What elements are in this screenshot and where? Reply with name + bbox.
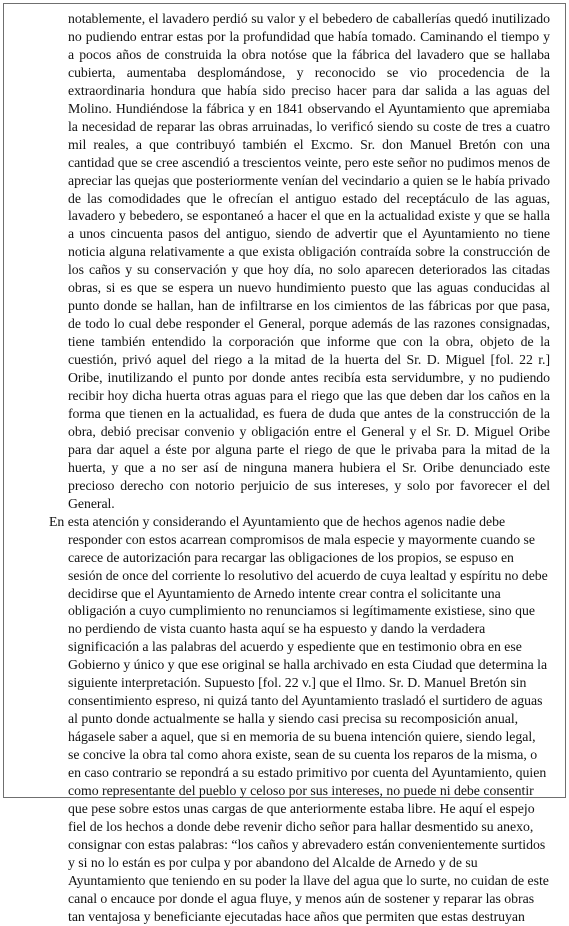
paragraph-continuation: responder con estos acarrean compromisos de mala especie y mayormente cuando se carece de autorización para recargar las obligaciones de los propios, se espuso en sesión de once del corriente lo resolutivo del acuerdo de cuya lealtad y espíritu no debe decidirse que el Ayuntamiento de Arnedo intente crear contra el solicitante una obligación a cuyo cumplimiento no renunciamos si legítimamente existiese, sino que no perdiendo de vista cuanto hasta aquí se ha espuesto y dando la verdadera significación a las palabras del acuerdo y espediente que en testimonio obra en ese Gobierno y único y que ese original se halla archivado en esta Ciudad que determina la siguiente interpretación. Supuesto [fol. 22 v.] que el Ilmo. Sr. D. Manuel Bretón sin consentimiento espreso, ni quizá tanto del Ayuntamiento trasladó el surtidero de aguas al punto donde actualmente se halla y siendo casi precisa su recomposición anual, hágasele saber a aquel, que si en memoria de su buena intención quiere, siendo legal, se concive la obra tal como ahora existe, sean de su cuenta los reparos de la misma, o en caso contrario se repondrá a su estado primitivo por cuenta del Ayuntamiento, quien como representante del pueblo y celoso por sus intereses, no puede ni debe consentir que pese sobre estos unas cargas de que anteriormente estaba libre. He aquí el espejo fiel de los hechos a donde debe revenir dicho señor para hallar desmentido su anexo, consignar con estas palabras: “los caños y abrevadero están convenientemente surtidos y si no lo están es por culpa y por abandono del Alcalde de Arnedo y de su Ayuntamiento que teniendo en su poder la llave del agua que lo surte, no cuidan de este canal o encauce por donde el agua fluye, y menos aún de sostener y reparar las obras tan ventajosa y beneficiante ejecutadas hace años que permiten que estas destruyan	[68, 531, 549, 924]
paragraph-body	[49, 513, 550, 926]
paragraph-first-line: En esta atención y considerando el Ayuntamiento que de hechos agenos nadie debe	[49, 513, 506, 529]
page-frame	[3, 3, 566, 924]
paragraph-body: notablemente, el lavadero perdió su valor y el bebedero de caballerías quedó inutilizado no pudiendo entrar estas por la profundidad que había tomado. Caminando el tiempo y a pocos años de construida la obra notóse que la fábrica del lavadero que se hallaba cubierta, aumentaba desplomándose, y reconocido se vio procedencia de la extraordinaria hondura que había sido preciso hacer para dar salida a las aguas del Molino. Hundiéndose la fábrica y en 1841 observando el Ayuntamiento que apremiaba la necesidad de reparar las obras arruinadas, lo verificó siendo su coste de tres a cuatro mil reales, a que contribuyó también el Excmo. Sr. don Manuel Bretón con una cantidad que se cree ascendió a trescientos veinte, pero este señor no pudimos menos de apreciar las quejas que posteriormente venían del vecindario a quien se le había privado de las comodidades que le ofrecían el antiguo estado del receptáculo de las aguas, lavadero y bebedero, se espontaneó a hacer el que en la actualidad existe y que se halla a unos cincuenta pasos del antiguo, siendo de advertir que el Ayuntamiento no tiene noticia alguna relativamente a que exista obligación contraída sobre la construcción de los caños y su conservación y que hoy día, no solo aparecen deteriorados las citadas obras, si es que se espera un nuevo hundimiento puesto que las aguas conducidas al punto donde se hallan, han de infiltrarse en los cimientos de las fábricas por que pasa, de todo lo cual debe responder el General, porque además de las razones consignadas, tiene también entendido la corporación que informe que con la obra, objeto de la cuestión, privó aquel del riego a la mitad de la huerta del Sr. D. Miguel [fol. 22 r.] Oribe, inutilizando el punto por donde antes recibía esta servidumbre, y no pudiendo recibir hoy dicha huerta otras aguas para el riego que las que deben dar los caños en la forma que tienen en la actualidad, es fuera de duda que antes de la construcción de la obra, debió precisar convenio y obligación entre el General y el Sr. D. Miguel Oribe para dar aquel a éste por alguna parte el riego de que le privaba para la mitad de la huerta, y que a no ser así de ninguna manera hubiera el Sr. Oribe denunciado este precioso derecho con notorio perjuicio de sus intereses, y solo por favorecer el del General.	[68, 11, 550, 511]
document-page	[49, 10, 550, 926]
